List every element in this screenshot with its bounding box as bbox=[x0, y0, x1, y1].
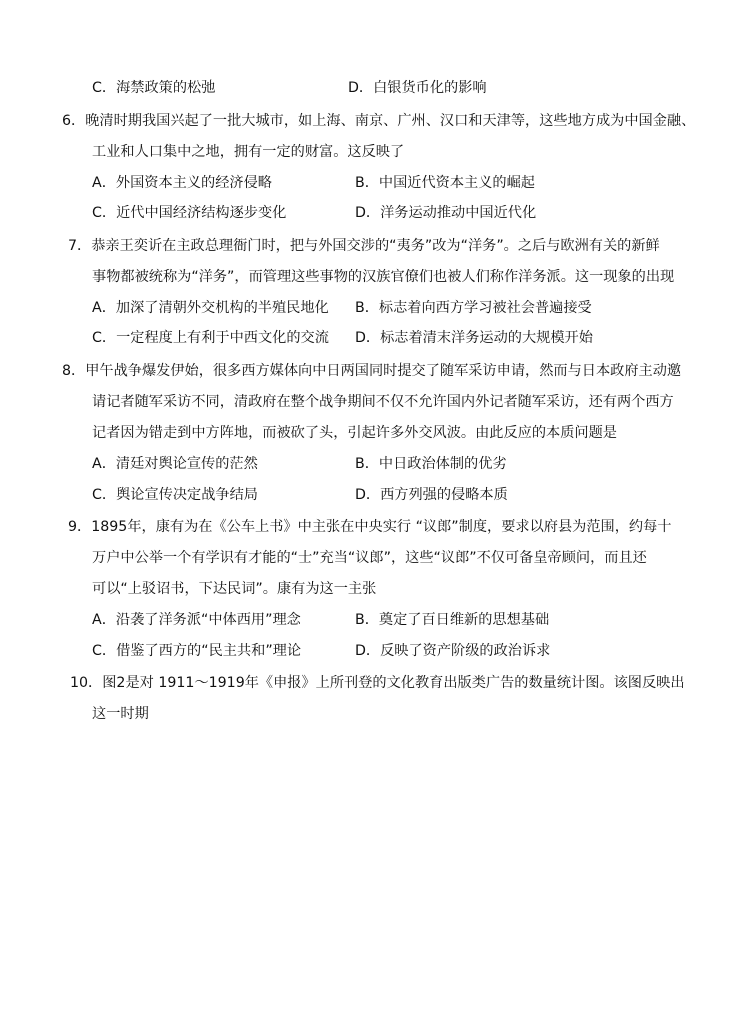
q8-option-b: B．中日政治体制的优劣 bbox=[355, 456, 507, 472]
q7-option-a: A．加深了清朝外交机构的半殖民地化 bbox=[92, 300, 329, 316]
q10-stem-line-1: 10．图2是对 1911～1919年《申报》上所刊登的文化教育出版类广告的数量统计图。该图反映出 bbox=[70, 675, 685, 691]
q6-stem-line-2: 工业和人口集中之地，拥有一定的财富。这反映了 bbox=[92, 144, 405, 160]
q9-option-c: C．借鉴了西方的“民主共和”理论 bbox=[92, 643, 302, 659]
q8-stem-line-3: 记者因为错走到中方阵地，而被砍了头，引起许多外交风波。由此反应的本质问题是 bbox=[92, 425, 617, 441]
q8-stem-line-2: 请记者随军采访不同，清政府在整个战争期间不仅不允许国内外记者随军采访，还有两个西方 bbox=[92, 394, 674, 410]
q7-option-b: B．标志着向西方学习被社会普遍接受 bbox=[355, 300, 592, 316]
q9-stem-line-3: 可以“上驳诏书，下达民词”。康有为这一主张 bbox=[92, 581, 377, 597]
q8-option-c: C．舆论宣传决定战争结局 bbox=[92, 487, 258, 503]
q9-option-a: A．沿袭了洋务派“中体西用”理念 bbox=[92, 612, 301, 628]
q7-option-c: C．一定程度上有利于中西文化的交流 bbox=[92, 330, 329, 346]
q6-option-b: B．中国近代资本主义的崛起 bbox=[355, 175, 535, 191]
q5-option-d: D．白银货币化的影响 bbox=[348, 80, 487, 96]
q6-option-c: C．近代中国经济结构逐步变化 bbox=[92, 205, 287, 221]
q9-stem-line-2: 万户中公举一个有学识有才能的“士”充当“议郎”，这些“议郎”不仅可备皇帝顾问，而且还 bbox=[92, 550, 647, 566]
q8-stem-line-1: 8．甲午战争爆发伊始，很多西方媒体向中日两国同时提交了随军采访申请，然而与日本政府主动邀 bbox=[62, 363, 682, 379]
q7-stem-line-2: 事物都被统称为“洋务”，而管理这些事物的汉族官僚们也被人们称作洋务派。这一现象的出现 bbox=[92, 269, 675, 285]
q9-option-d: D．反映了资产阶级的政治诉求 bbox=[355, 643, 551, 659]
q8-option-a: A．清廷对舆论宣传的茫然 bbox=[92, 456, 258, 472]
q9-option-b: B．奠定了百日维新的思想基础 bbox=[355, 612, 550, 628]
q7-option-d: D．标志着清末洋务运动的大规模开始 bbox=[355, 330, 593, 346]
q6-option-d: D．洋务运动推动中国近代化 bbox=[355, 205, 537, 221]
q10-stem-line-2: 这一时期 bbox=[92, 706, 149, 722]
q9-stem-line-1: 9．1895年，康有为在《公车上书》中主张在中央实行 “议郎”制度，要求以府县为范围，约每十 bbox=[68, 519, 672, 535]
q5-option-c: C．海禁政策的松弛 bbox=[92, 80, 216, 96]
q7-stem-line-1: 7．恭亲王奕䜣在主政总理衙门时，把与外国交涉的“夷务”改为“洋务”。之后与欧洲有关的新鲜 bbox=[68, 238, 660, 254]
q6-stem-line-1: 6．晚清时期我国兴起了一批大城市，如上海、南京、广州、汉口和天津等，这些地方成为中国金融、 bbox=[62, 113, 696, 129]
q6-option-a: A．外国资本主义的经济侵略 bbox=[92, 175, 272, 191]
q8-option-d: D．西方列强的侵略本质 bbox=[355, 487, 508, 503]
